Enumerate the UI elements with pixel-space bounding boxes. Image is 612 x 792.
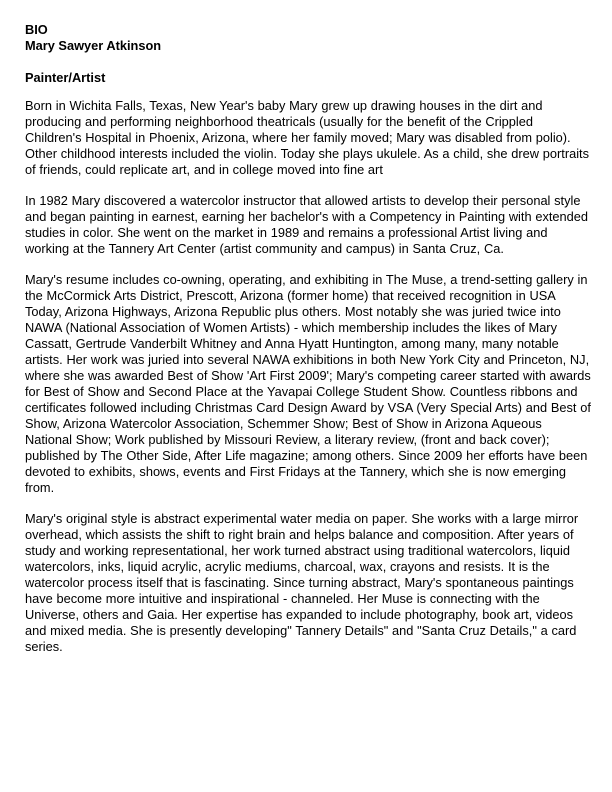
artist-name: Mary Sawyer Atkinson — [25, 38, 162, 53]
paragraph-education: In 1982 Mary discovered a watercolor instructor that allowed artists to develop their personal style and began painting in earnest, earning her bachelor's with a Competency in Painting with extended studies in color. She went on the market in 1989 and remains a professional Artist living and working at the Tannery Art Center (artist community and campus) in Santa Cruz, Ca. — [25, 193, 588, 256]
bio-label: BIO — [25, 22, 48, 37]
paragraph-style: Mary's original style is abstract experimental water media on paper. She works with a large mirror overhead, which assists the shift to right brain and helps balance and composition. After years of study and working representational, her work turned abstract using traditional watercolors, liquid watercolors, inks, liquid acrylic, acrylic mediums, charcoal, wax, crayons and resists. It is the watercolor process itself that is fascinating. Since turning abstract, Mary's spontaneous paintings have become more intuitive and inspirational - channeled. Her Muse is connecting with the Universe, others and Gaia. Her expertise has expanded to include photography, book art, videos and mixed media. She is presently developing" Tannery Details" and "Santa Cruz Details," a card series. — [25, 511, 579, 654]
paragraph-early-life: Born in Wichita Falls, Texas, New Year's baby Mary grew up drawing houses in the dirt and producing and performing neighborhood theatricals (usually for the benefit of the Crippled Children's Hospital in Phoenix, Arizona, where her family moved; Mary was disabled from polio). Other childhood interests included the violin. Today she plays ukulele. As a child, she drew portraits of friends, could replicate art, and in college moved into fine art — [25, 98, 590, 177]
bio-document — [25, 22, 591, 670]
paragraph-career: Mary's resume includes co-owning, operating, and exhibiting in The Muse, a trend-setting gallery in the McCormick Arts District, Prescott, Arizona (former home) that received recognition in USA Today, Arizona Highways, Arizona Republic plus others. Most notably she was juried twice into NAWA (National Association of Women Artists) - which membership includes the likes of Mary Cassatt, Gertrude Vanderbilt Whitney and Anna Hyatt Huntington, among many, many notable artists. Her work was juried into several NAWA exhibitions in both New York City and Princeton, NJ, where she was awarded Best of Show 'Art First 2009'; Mary's competing career started with awards for Best of Show and Second Place at the Yavapai College Student Show. Countless ribbons and certificates followed including Christmas Card Design Award by VSA (Very Special Arts) and Best of Show, Arizona Watercolor Association, Schemmer Show; Best of Show in Arizona Aqueous National Show; Work published by Missouri Review, a literary review, (front and back cover); published by The Other Side, After Life magazine; among others. Since 2009 her efforts have been devoted to exhibits, shows, events and First Fridays at the Tannery, which she is now emerging from. — [25, 272, 591, 495]
artist-role: Painter/Artist — [25, 70, 106, 85]
